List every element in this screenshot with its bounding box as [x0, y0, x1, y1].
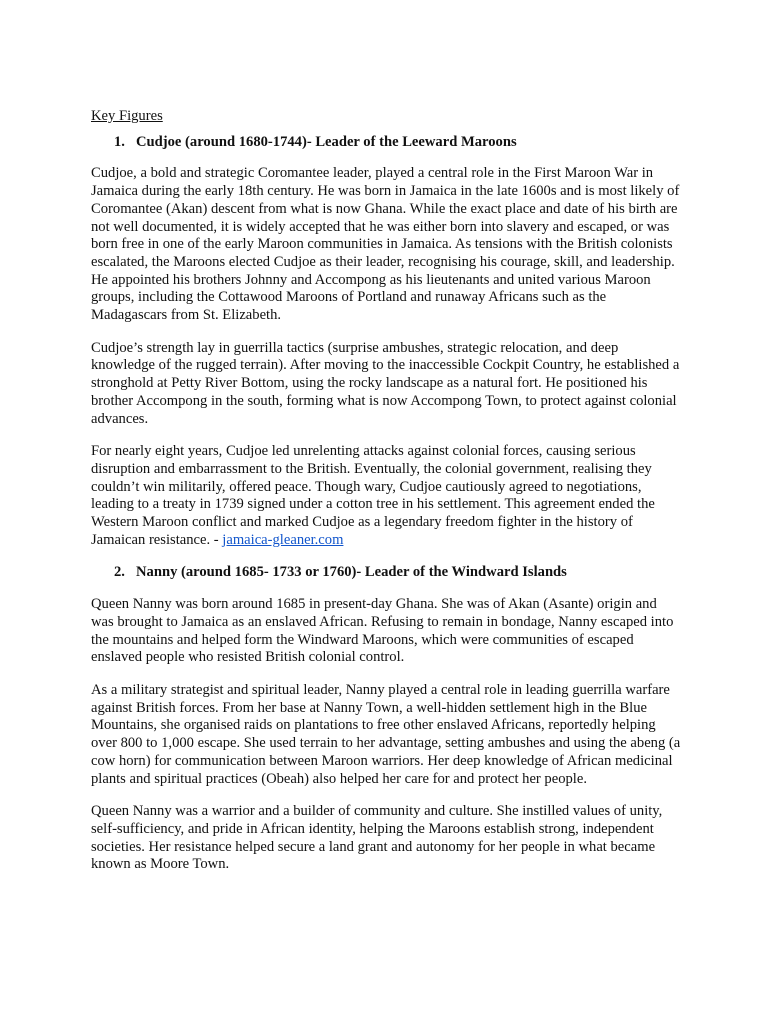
list-number: 1.: [114, 133, 125, 150]
heading-text: Nanny (around 1685- 1733 or 1760)- Leader of the Windward Islands: [136, 564, 567, 581]
source-link[interactable]: jamaica-gleaner.com: [222, 531, 344, 548]
section-title: Key Figures: [91, 108, 163, 124]
paragraph: Queen Nanny was a warrior and a builder of community and culture. She instilled values of unity, self-sufficiency, and pride in African identity, helping the Maroons establish strong, independent societies. Her resistance helped secure a land grant and autonomy for her people in what became known as Moore Town.: [91, 803, 663, 873]
paragraph: Cudjoe’s strength lay in guerrilla tactics (surprise ambushes, strategic relocation, and deep knowledge of the rugged terrain). After moving to the inaccessible Cockpit Country, he established a stronghold at Petty River Bottom, using the rocky landscape as a natural fort. He positioned his brother Accompong in the south, forming what is now Accompong Town, to protect against colonial advances.: [91, 339, 680, 427]
paragraph-text: For nearly eight years, Cudjoe led unrelenting attacks against colonial forces, causing serious disruption and embarrassment to the British. Eventually, the colonial government, realising they couldn’t win militarily, offered peace. Though wary, Cudjoe cautiously agreed to negotiations, leading to a treaty in 1739 signed under a cotton tree in his settlement. This agreement ended the Western Maroon conflict and marked Cudjoe as a legendary freedom fighter in the history of Jamaican resistance. -: [91, 443, 655, 548]
figure-heading-nanny: [91, 564, 681, 582]
document-page: [91, 108, 681, 889]
paragraph: Cudjoe, a bold and strategic Coromantee leader, played a central role in the First Maroon War in Jamaica during the early 18th century. He was born in Jamaica in the late 1600s and is most likely of Coromantee (Akan) descent from what is now Ghana. While the exact place and date of his birth are not well documented, it is widely accepted that he was either born into slavery and escaped, or was born free in one of the early Maroon communities in Jamaica. As tensions with the British colonists escalated, the Maroons elected Cudjoe as their leader, recognising his courage, skill, and leadership. He appointed his brothers Johnny and Accompong as his lieutenants and united various Maroon groups, including the Cottawood Maroons of Portland and runaway Africans such as the Madagascars from St. Elizabeth.: [91, 165, 680, 324]
figure-heading-cudjoe: [91, 134, 681, 152]
heading-text: Cudjoe (around 1680-1744)- Leader of the Leeward Maroons: [136, 133, 517, 150]
paragraph: Queen Nanny was born around 1685 in present-day Ghana. She was of Akan (Asante) origin and was brought to Jamaica as an enslaved African. Refusing to remain in bondage, Nanny escaped into the mountains and helped form the Windward Maroons, which were communities of escaped enslaved people who resisted British colonial control.: [91, 596, 674, 666]
paragraph-with-source: [91, 443, 681, 549]
list-number: 2.: [114, 564, 125, 581]
paragraph: As a military strategist and spiritual leader, Nanny played a central role in leading guerrilla warfare against British forces. From her base at Nanny Town, a well-hidden settlement high in the Blue Mountains, she organised raids on plantations to free other enslaved Africans, reportedly helping over 800 to 1,000 escape. She used terrain to her advantage, setting ambushes and using the abeng (a cow horn) for communication between Maroon warriors. Her deep knowledge of African medicinal plants and spiritual practices (Obeah) also helped her care for and protect her people.: [91, 681, 681, 787]
